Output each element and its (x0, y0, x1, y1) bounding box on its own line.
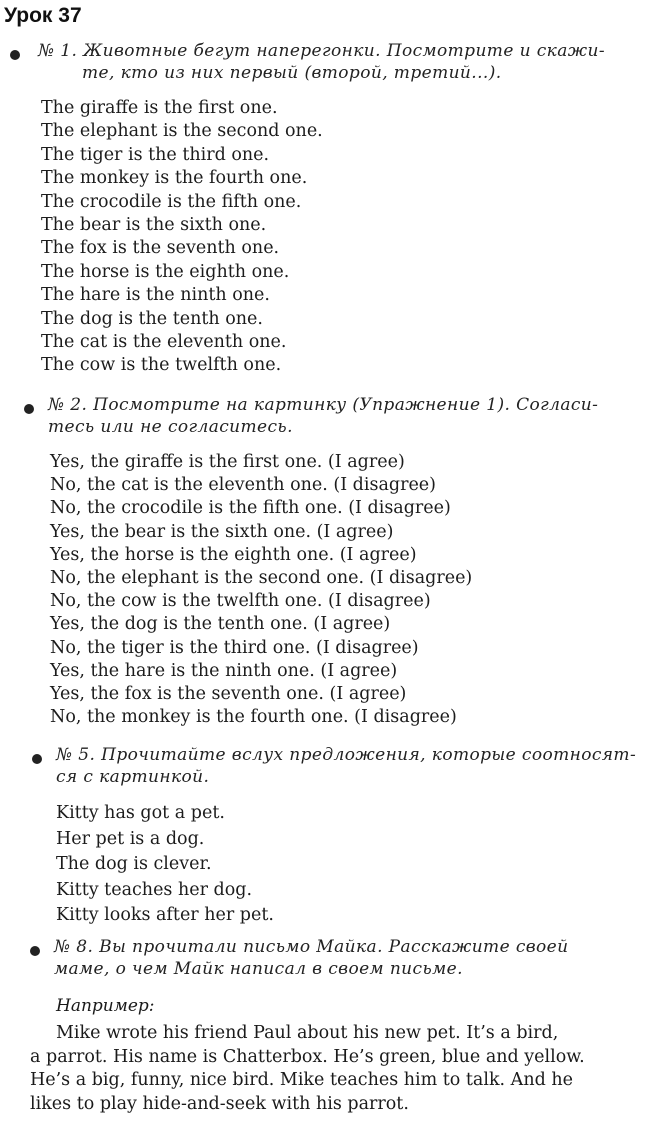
task2-line: No, the tiger is the third one. (I disagree) (50, 637, 419, 658)
task1-line: The giraffe is the first one. (41, 98, 278, 118)
task1-line: The fox is the seventh one. (41, 238, 280, 259)
task1-line: The hare is the ninth one. (41, 285, 270, 306)
task2-line: No, the cow is the twelfth one. (I disagree) (50, 591, 431, 612)
task1-line: The tiger is the third one. (41, 144, 270, 165)
task8-header-line2: маме, о чем Майк написал в своем письме. (54, 959, 463, 979)
task8-paragraph (30, 1022, 585, 1116)
task2-line: No, the monkey is the fourth one. (I disagree) (50, 707, 457, 728)
paragraph-line: a parrot. His name is Chatterbox. He’s green, blue and yellow. (30, 1046, 585, 1067)
task1-line: The horse is the eighth one. (41, 261, 290, 282)
paragraph-line: likes to play hide-and-seek with his parrot. (30, 1093, 409, 1114)
task5-line: Kitty looks after her pet. (56, 905, 274, 925)
task1-line: The cat is the eleventh one. (41, 332, 287, 353)
task1-line: The elephant is the second one. (41, 121, 323, 142)
task2-line: No, the crocodile is the fifth one. (I disagree) (50, 498, 451, 519)
task5-line: Kitty has got a pet. (56, 803, 225, 823)
task2-header-line2: тесь или не согласитесь. (48, 417, 293, 437)
task5-line: Kitty teaches her dog. (56, 879, 253, 900)
task2-line: Yes, the bear is the sixth one. (I agree) (50, 521, 394, 542)
task1-bullet-icon (10, 50, 20, 60)
task5-line: The dog is clever. (56, 854, 212, 874)
task2-line: Yes, the fox is the seventh one. (I agree) (50, 684, 407, 705)
task5-header (56, 744, 656, 788)
task1-line: The monkey is the fourth one. (41, 168, 308, 189)
task8-header-line1: № 8. Вы прочитали письмо Майка. Расскажите своей (54, 937, 569, 957)
task1-header-line1: № 1. Животные бегут наперегонки. Посмотрите и скажи- (38, 41, 605, 61)
task1-line: The crocodile is the fifth one. (41, 191, 302, 212)
task1-line: The cow is the twelfth one. (41, 355, 282, 376)
task2-line: No, the cat is the eleventh one. (I disagree) (50, 475, 436, 496)
task1-line: The dog is the tenth one. (41, 308, 263, 329)
task5-header-line2: ся с картинкой. (56, 767, 210, 787)
task8-header (54, 936, 658, 980)
task5-lines (56, 801, 274, 929)
task2-header-line1: № 2. Посмотрите на картинку (Упражнение 1). Согласи- (48, 395, 599, 415)
task5-bullet-icon (32, 754, 42, 764)
paragraph-line: Mike wrote his friend Paul about his new pet. It’s a bird, (56, 1023, 559, 1043)
task2-line: Yes, the horse is the eighth one. (I agree) (50, 544, 417, 565)
task2-bullet-icon (24, 404, 34, 414)
task2-line: Yes, the dog is the tenth one. (I agree) (50, 614, 391, 635)
task2-line: No, the elephant is the second one. (I disagree) (50, 568, 473, 589)
task2-line: Yes, the hare is the ninth one. (I agree) (50, 660, 398, 681)
task5-header-line1: № 5. Прочитайте вслух предложения, которые соотносят- (56, 745, 637, 765)
task1-line: The bear is the sixth one. (41, 215, 267, 236)
paragraph-line: He’s a big, funny, nice bird. Mike teaches him to talk. And he (30, 1070, 573, 1090)
lesson-title: Урок 37 (4, 4, 82, 27)
task5-line: Her pet is a dog. (56, 828, 205, 849)
task1-lines (41, 97, 323, 378)
task1-header (38, 40, 658, 84)
task2-line: Yes, the giraffe is the first one. (I agree) (50, 452, 405, 472)
task2-lines (50, 451, 472, 729)
task1-header-line2: те, кто из них первый (второй, третий...). (82, 63, 502, 83)
task2-header (48, 394, 658, 438)
task8-bullet-icon (30, 946, 40, 956)
example-label: Например: (56, 996, 155, 1016)
